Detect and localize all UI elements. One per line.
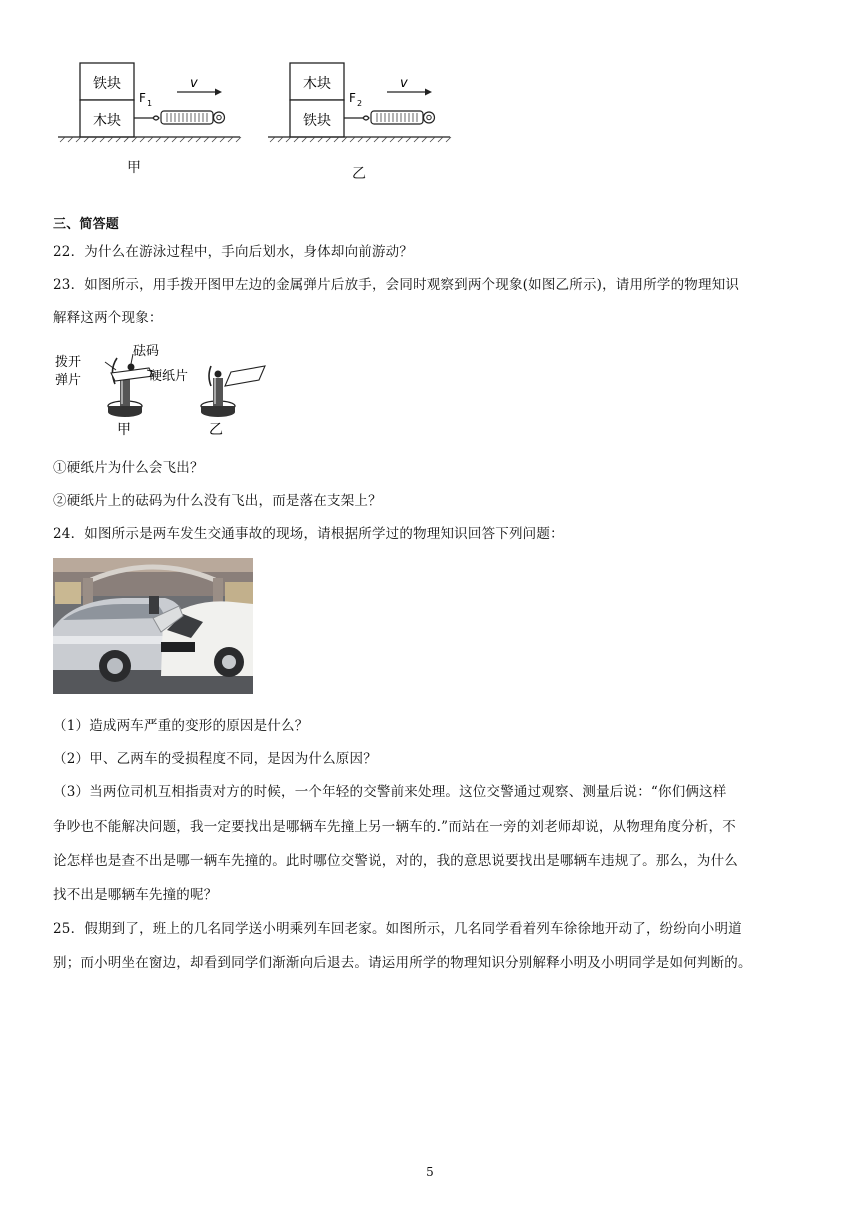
figure-yi (265, 60, 455, 185)
figure-jia (55, 60, 245, 185)
question-23-sub2: ②硬纸片上的砝码为什么没有飞出，而是落在支架上？ (53, 493, 382, 509)
page-number: 5 (426, 1165, 434, 1179)
question-23-line1: 23．如图所示，用手拨开图甲左边的金属弹片后放手，会同时观察到两个现象(如图乙所示)，请用所学的物理知识 (53, 277, 740, 293)
section-title: 三、简答题 (53, 217, 120, 232)
question-24-sub3-line2: 争吵也不能解决问题，我一定要找出是哪辆车先撞上另一辆车的.”而站在一旁的刘老师却说，从物理角度分析，不 (53, 819, 736, 835)
yi-bottom-label: 铁块 (303, 113, 331, 129)
question-25-line1: 25．假期到了，班上的几名同学送小明乘列车回老家。如图所示，几名同学看着列车徐徐地开动了，纷纷向小明道 (53, 921, 742, 937)
accident-photo-drawing (53, 558, 253, 694)
fig23-label-yingzhi: 硬纸片 (149, 369, 189, 384)
figure-23-drawing (53, 340, 283, 440)
question-22: 22．为什么在游泳过程中，手向后划水，身体却向前游动？ (53, 244, 414, 260)
yi-velocity-label: v (400, 76, 408, 91)
question-24: 24．如图所示是两车发生交通事故的现场，请根据所学过的物理知识回答下列问题： (53, 526, 564, 542)
fig23-label-fama: 砝码 (133, 344, 160, 359)
question-23-sub1: ①硬纸片为什么会飞出？ (53, 460, 204, 476)
figure-yi-drawing (265, 60, 455, 150)
fig23-caption-yi: 乙 (209, 422, 223, 438)
question-24-sub3-line3: 论怎样也是查不出是哪一辆车先撞的。此时哪位交警说，对的，我的意思说要找出是哪辆车违规了。那么，为什么 (53, 853, 738, 869)
question-24-sub3-line1: （3）当两位司机互相指责对方的时候，一个年轻的交警前来处理。这位交警通过观察、测量后说：“你们俩这样 (53, 784, 727, 800)
jia-force-subscript: 1 (147, 99, 153, 108)
figure-jia-caption: 甲 (127, 160, 141, 176)
yi-force-label: F (349, 91, 356, 105)
question-24-sub2: （2）甲、乙两车的受损程度不同，是因为什么原因？ (53, 751, 377, 767)
question-25-line2: 别；而小明坐在窗边，却看到同学们渐渐向后退去。请运用所学的物理知识分别解释小明及小明同学是如何判断的。 (53, 955, 752, 971)
question-23-line2: 解释这两个现象： (53, 310, 163, 326)
figure-23 (53, 340, 283, 440)
jia-force-label: F (139, 91, 146, 105)
accident-photo (53, 558, 253, 694)
jia-velocity-label: v (190, 76, 198, 91)
fig23-label-bokai: 拨开 (55, 355, 82, 370)
question-24-sub1: （1）造成两车严重的变形的原因是什么？ (53, 718, 309, 734)
fig23-label-tanpian: 弹片 (55, 373, 82, 388)
question-24-sub3-line4: 找不出是哪辆车先撞的呢？ (53, 887, 218, 903)
yi-top-label: 木块 (303, 76, 331, 92)
fig23-caption-jia: 甲 (117, 422, 131, 438)
figure-yi-caption: 乙 (352, 166, 366, 182)
jia-bottom-label: 木块 (93, 113, 121, 129)
yi-force-subscript: 2 (357, 99, 363, 108)
figure-jia-drawing (55, 60, 245, 150)
jia-top-label: 铁块 (93, 76, 121, 92)
